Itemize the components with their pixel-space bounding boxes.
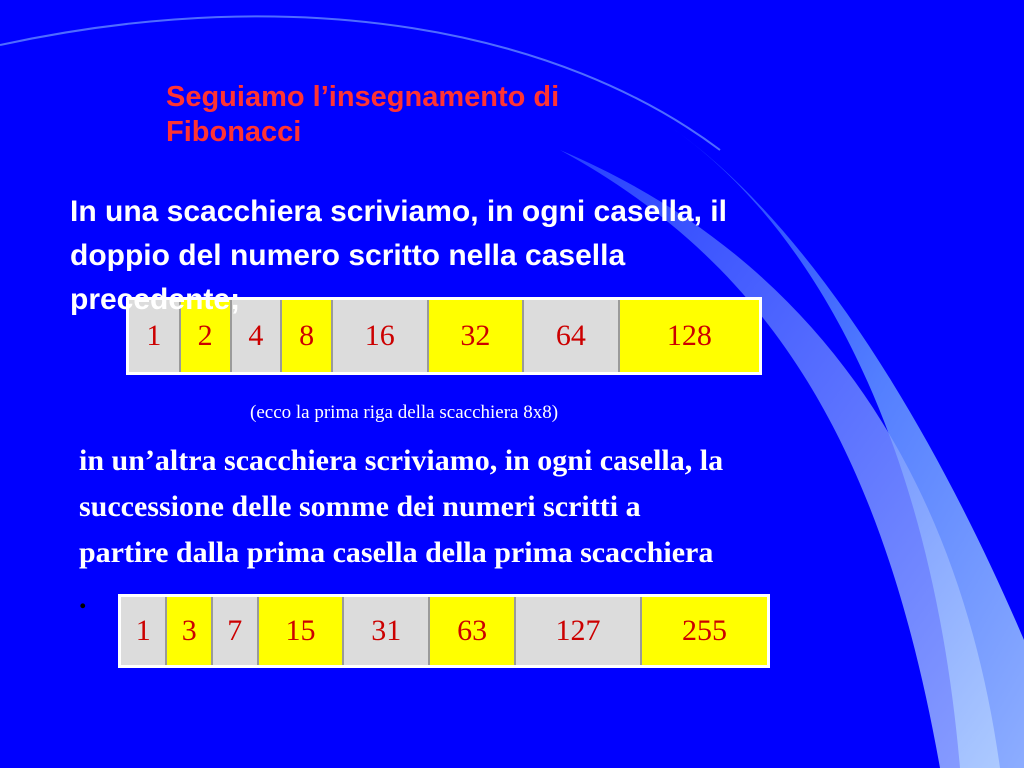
board-cell: 8 — [281, 299, 332, 374]
intro-text — [70, 190, 990, 322]
board-cell: 1 — [128, 299, 180, 374]
intro-line: In una scacchiera scriviamo, in ogni casella, il — [70, 195, 727, 228]
second-line: in un’altra scacchiera scriviamo, in ogni casella, la — [79, 444, 724, 477]
slide-title — [166, 80, 786, 150]
board-row — [120, 596, 769, 667]
board-cell: 127 — [515, 596, 641, 667]
second-line: successione delle somme dei numeri scritti a — [79, 490, 641, 523]
board-cell: 16 — [332, 299, 428, 374]
board-cell: 64 — [523, 299, 619, 374]
board-cell: 32 — [428, 299, 524, 374]
board-caption: (ecco la prima riga della scacchiera 8x8) — [250, 402, 559, 423]
slide-title-line: Fibonacci — [166, 116, 302, 148]
board-cell: 15 — [258, 596, 344, 667]
board-cell: 4 — [231, 299, 282, 374]
board-cell: 63 — [429, 596, 515, 667]
intro-line: doppio del numero scritto nella casella — [70, 239, 626, 272]
final-period: . — [79, 582, 87, 615]
sums-board-row — [118, 594, 770, 668]
slide-title-line: Seguiamo l’insegnamento di — [166, 81, 560, 113]
board-cell: 2 — [180, 299, 231, 374]
board-cell: 128 — [619, 299, 761, 374]
board-cell: 255 — [641, 596, 768, 667]
second-line-text: partire dalla prima casella della prima scacchiera — [79, 536, 714, 569]
board-cell: 3 — [166, 596, 212, 667]
board-cell: 1 — [120, 596, 167, 667]
intro-line: precedente; — [70, 283, 241, 316]
board-cell: 7 — [212, 596, 258, 667]
board-cell: 31 — [343, 596, 429, 667]
